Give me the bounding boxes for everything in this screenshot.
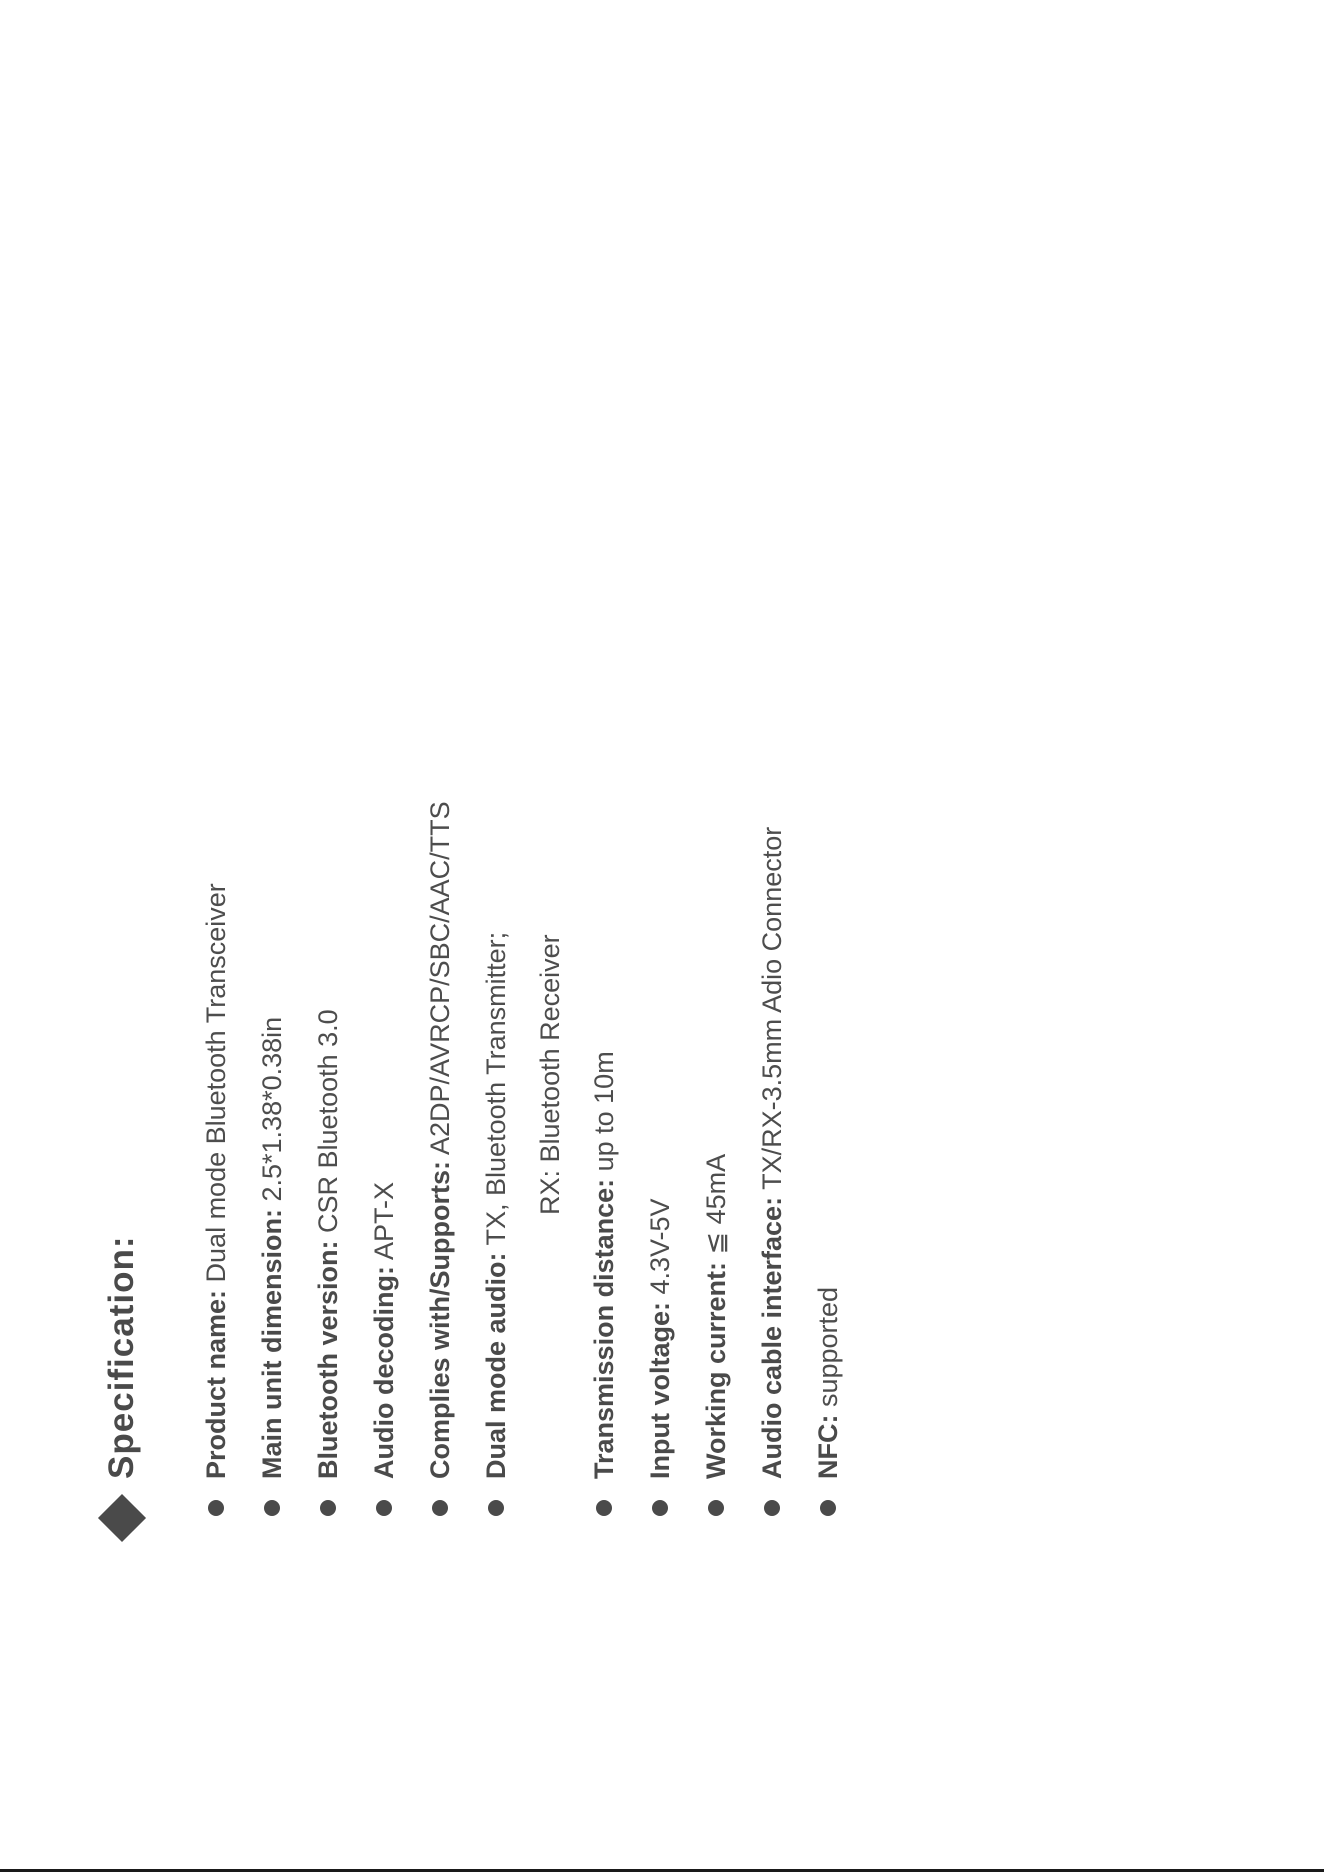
spec-label: Audio decoding:: [369, 1266, 399, 1479]
spec-label: Product name:: [201, 1289, 231, 1479]
spec-value: ≦ 45mA: [701, 1153, 731, 1262]
bullet-icon: [208, 1500, 224, 1516]
spec-value: 4.3V-5V: [645, 1198, 675, 1302]
bullet-icon: [652, 1500, 668, 1516]
spec-list: [188, 801, 856, 1545]
diamond-bullet-icon: [98, 1494, 146, 1542]
spec-label: Audio cable interface:: [757, 1196, 787, 1479]
spec-item-dual-mode-audio-continuation: [524, 801, 576, 1545]
spec-label: Complies with/Supports:: [425, 1160, 455, 1479]
spec-label: Input voltage:: [645, 1302, 675, 1479]
spec-value: TX, Bluetooth Transmitter;: [481, 931, 511, 1253]
spec-label: Working current:: [701, 1261, 731, 1479]
spec-item-product-name: [188, 801, 244, 1545]
spec-value: Dual mode Bluetooth Transceiver: [201, 883, 231, 1290]
bullet-icon: [596, 1500, 612, 1516]
spec-item-bluetooth-version: [300, 801, 356, 1545]
spec-value: up to 10m: [589, 1051, 619, 1179]
spec-value: A2DP/AVRCP/SBC/AAC/TTS: [425, 801, 455, 1161]
bullet-icon: [432, 1500, 448, 1516]
spec-item-audio-cable-interface: [744, 801, 800, 1545]
bullet-icon: [320, 1500, 336, 1516]
spec-value: TX/RX-3.5mm Adio Connector: [757, 826, 787, 1197]
bullet-icon: [820, 1500, 836, 1516]
spec-item-working-current: [688, 801, 744, 1545]
spec-label: NFC:: [813, 1414, 843, 1479]
spec-label: Dual mode audio:: [481, 1252, 511, 1479]
spec-item-input-voltage: [632, 801, 688, 1545]
spec-value: 2.5*1.38*0.38in: [257, 1016, 287, 1209]
bullet-icon: [488, 1500, 504, 1516]
specification-heading: [92, 1236, 152, 1545]
spec-label: Bluetooth version:: [313, 1240, 343, 1479]
spec-item-complies-with: [412, 801, 468, 1545]
spec-item-nfc: [800, 801, 856, 1545]
spec-value: CSR Bluetooth 3.0: [313, 1009, 343, 1241]
spec-label: Transmission distance:: [589, 1178, 619, 1479]
bullet-icon: [764, 1500, 780, 1516]
spec-value: supported: [813, 1286, 843, 1415]
spec-value: APT-X: [369, 1181, 399, 1267]
spec-item-transmission-distance: [576, 801, 632, 1545]
page-title: Specification:: [102, 1235, 141, 1479]
spec-item-dual-mode-audio: [468, 801, 524, 1545]
bullet-icon: [264, 1500, 280, 1516]
spec-item-audio-decoding: [356, 801, 412, 1545]
bullet-icon: [708, 1500, 724, 1516]
spec-label: Main unit dimension:: [257, 1209, 287, 1479]
bullet-icon: [376, 1500, 392, 1516]
rotated-page-content: [92, 445, 992, 1545]
spec-item-main-unit-dimension: [244, 801, 300, 1545]
spec-value: RX: Bluetooth Receiver: [535, 934, 565, 1215]
